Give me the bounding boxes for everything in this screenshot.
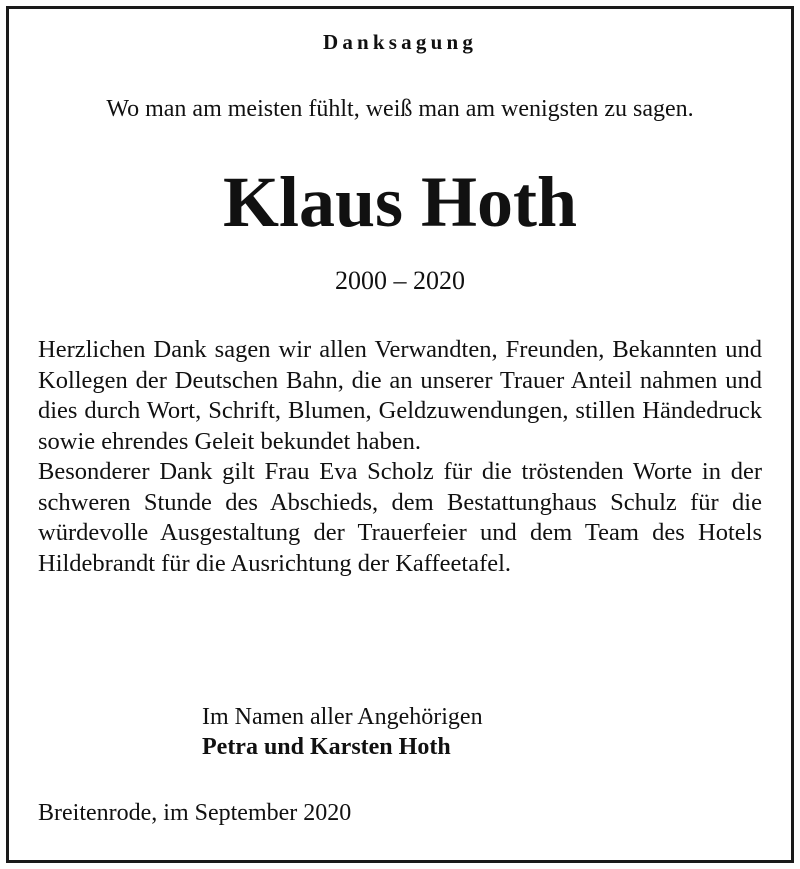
place-date: Breitenrode, im September 2020 (38, 800, 352, 826)
deceased-name: Klaus Hoth (222, 162, 578, 242)
motto-quote: Wo man am meisten fühlt, weiß man am wenigsten zu sagen. (106, 96, 694, 122)
thanks-body (38, 335, 762, 579)
thanks-paragraph-special: Besonderer Dank gilt Frau Eva Scholz für die tröstenden Worte in der schweren Stunde des Abschieds, dem Bestattunghaus Schulz für die würdevolle Ausgestaltung der Trauerfeier und dem Team des Hotels Hildebrandt für die Ausrichtung der Kaffeetafel. (38, 458, 762, 577)
closing-block (202, 702, 483, 762)
life-years: 2000 – 2020 (335, 266, 465, 295)
notice-heading: Danksagung (322, 30, 478, 54)
closing-line: Im Namen aller Angehörigen (202, 704, 483, 730)
signer-names: Petra und Karsten Hoth (202, 734, 451, 760)
thanks-paragraph-general: Herzlichen Dank sagen wir allen Verwandten, Freunden, Bekannten und Kollegen der Deutschen Bahn, die an unserer Trauer Anteil nahmen und dies durch Wort, Schrift, Blumen, Geldzuwendungen, stillen Händedruck sowie ehrendes Geleit bekundet haben. (38, 336, 762, 455)
